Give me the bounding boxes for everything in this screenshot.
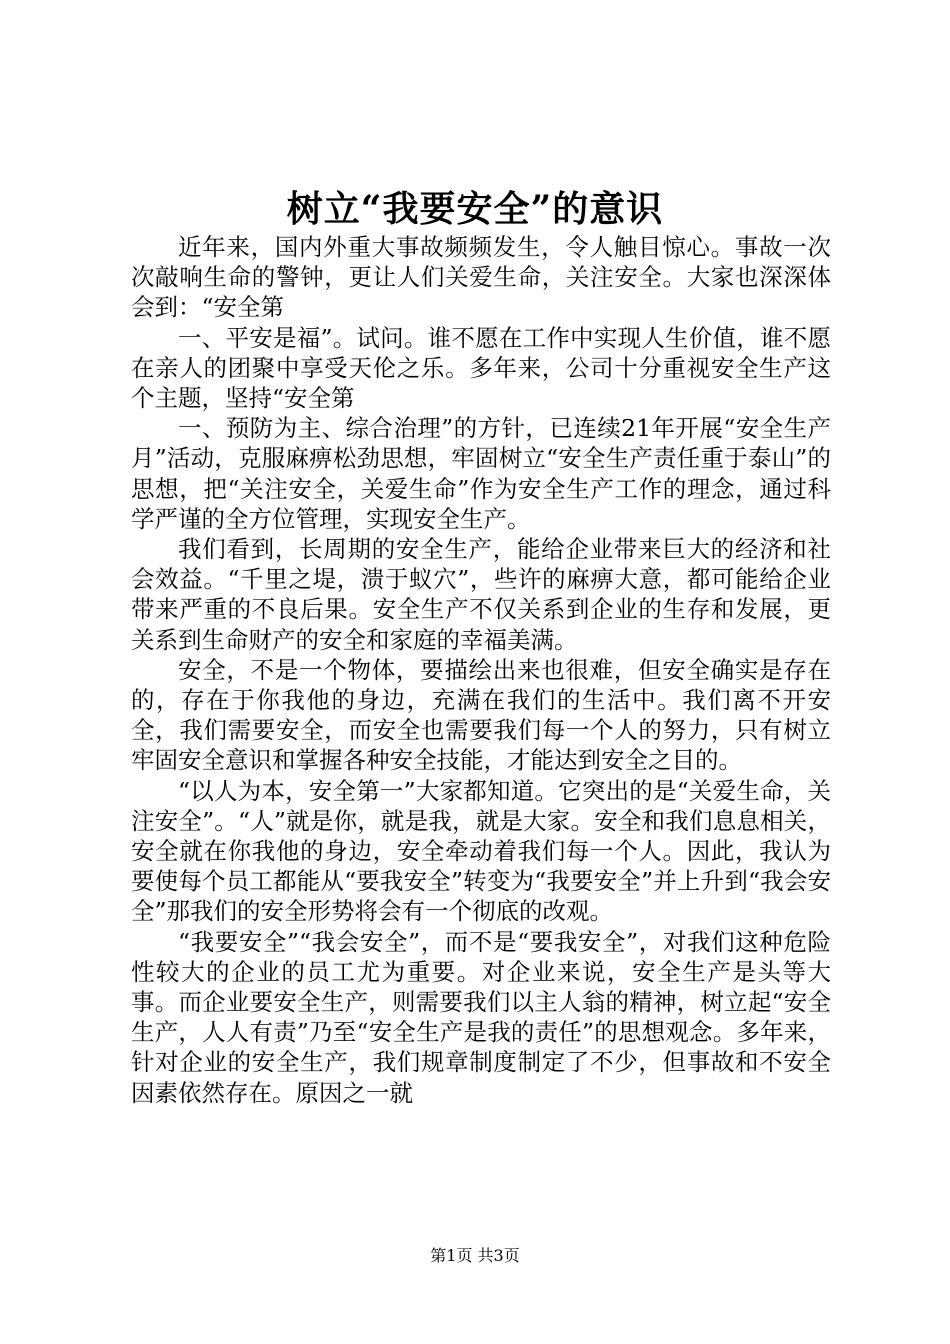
paragraph-1: 近年来，国内外重大事故频频发生，令人触目惊心。事故一次次敲响生命的警钟，更让人们关爱生命，关注安全。大家也深深体会到：“安全第 bbox=[131, 233, 831, 322]
paragraph-7: “我要安全”“我会安全”，而不是“要我安全”，对我们这种危险性较大的企业的员工尤为重要。对企业来说，安全生产是头等大事。而企业要安全生产，则需要我们以主人翁的精神，树立起“安全生产，人人有责”乃至“安全生产是我的责任”的思想观念。多年来，针对企业的安全生产，我们规章制度制定了不少，但事故和不安全因素依然存在。原因之一就 bbox=[131, 927, 831, 1107]
paragraph-3: 一、预防为主、综合治理”的方针，已连续21年开展“安全生产月”活动，克服麻痹松劲思想，牢固树立“安全生产责任重于泰山”的思想，把“关注安全，关爱生命”作为安全生产工作的理念，通过科学严谨的全方位管理，实现安全生产。 bbox=[131, 414, 831, 533]
document-body bbox=[131, 232, 831, 1108]
paragraph-6: “以人为本，安全第一”大家都知道。它突出的是“关爱生命，关注安全”。“人”就是你，就是我，就是大家。安全和我们息息相关，安全就在你我他的身边，安全牵动着我们每一个人。因此，我认为要使每个员工都能从“要我安全”转变为“我要安全”并上升到“我会安全”那我们的安全形势将会有一个彻底的改观。 bbox=[131, 776, 831, 926]
paragraph-2: 一、平安是福”。试问。谁不愿在工作中实现人生价值，谁不愿在亲人的团聚中享受天伦之乐。多年来，公司十分重视安全生产这个主题，坚持“安全第 bbox=[131, 323, 831, 413]
page-number-footer: 第1页 共3页 bbox=[430, 1246, 520, 1265]
document-title: 树立“我要安全”的意识 bbox=[286, 188, 664, 230]
paragraph-4: 我们看到，长周期的安全生产，能给企业带来巨大的经济和社会效益。“千里之堤，溃于蚁穴”，些许的麻痹大意，都可能给企业带来严重的不良后果。安全生产不仅关系到企业的生存和发展，更关系到生命财产的安全和家庭的幸福美满。 bbox=[131, 535, 831, 654]
paragraph-5: 安全，不是一个物体，要描绘出来也很难，但安全确实是存在的，存在于你我他的身边，充满在我们的生活中。我们离不开安全，我们需要安全，而安全也需要我们每一个人的努力，只有树立牢固安全意识和掌握各种安全技能，才能达到安全之目的。 bbox=[131, 655, 831, 775]
